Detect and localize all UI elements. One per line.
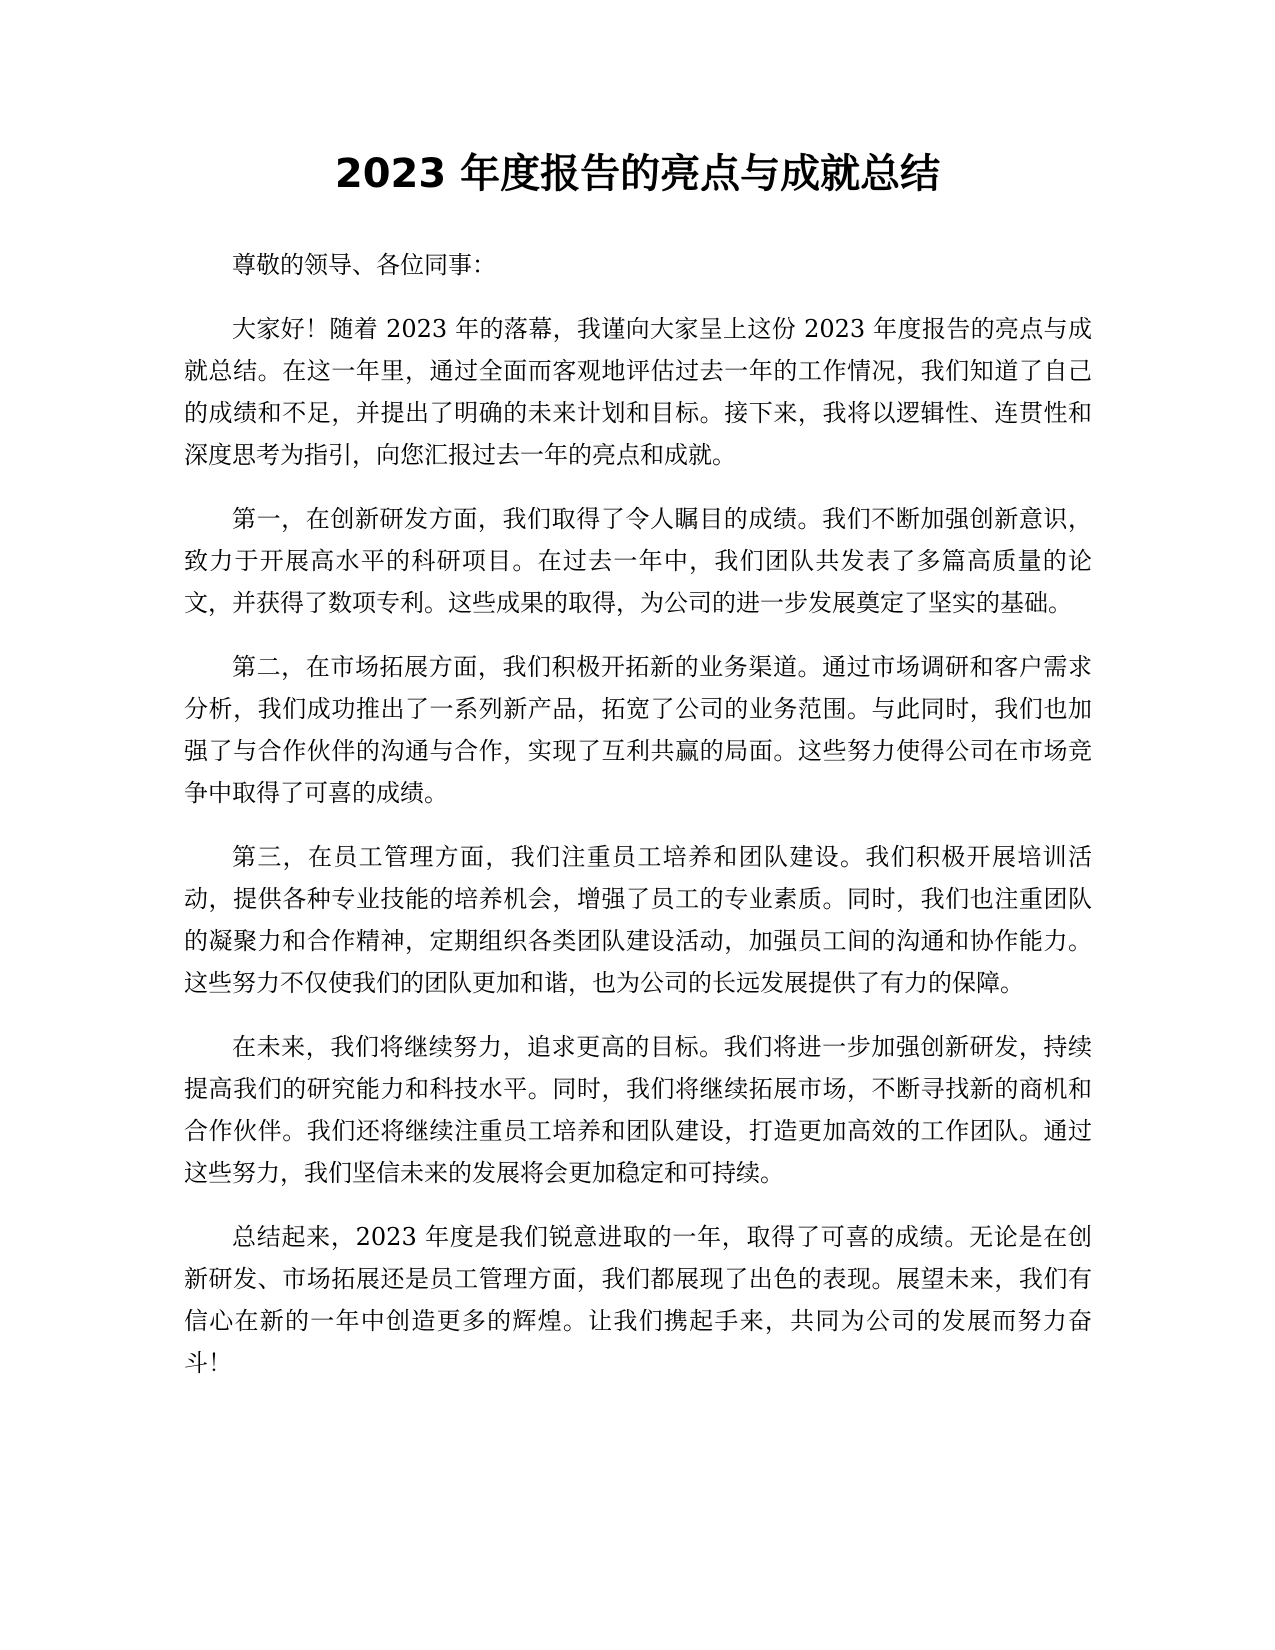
paragraph-future: 在未来，我们将继续努力，追求更高的目标。我们将进一步加强创新研发，持续提高我们的研究能力和科技水平。同时，我们将继续拓展市场，不断寻找新的商机和合作伙伴。我们还将继续注重员工培养和团队建设，打造更加高效的工作团队。通过这些努力，我们坚信未来的发展将会更加稳定和可持续。 (184, 1033, 1092, 1187)
salutation: 尊敬的领导、各位同事： (232, 251, 496, 279)
paragraph-intro: 大家好！随着 2023 年的落幕，我谨向大家呈上这份 2023 年度报告的亮点与成就总结。在这一年里，通过全面而客观地评估过去一年的工作情况，我们知道了自己的成绩和不足，并提出了明确的未来计划和目标。接下来，我将以逻辑性、连贯性和深度思考为指引，向您汇报过去一年的亮点和成就。 (184, 315, 1092, 469)
paragraph-staff: 第三，在员工管理方面，我们注重员工培养和团队建设。我们积极开展培训活动，提供各种专业技能的培养机会，增强了员工的专业素质。同时，我们也注重团队的凝聚力和合作精神，定期组织各类团队建设活动，加强员工间的沟通和协作能力。这些努力不仅使我们的团队更加和谐，也为公司的长远发展提供了有力的保障。 (184, 843, 1092, 997)
paragraph-innovation: 第一，在创新研发方面，我们取得了令人瞩目的成绩。我们不断加强创新意识，致力于开展高水平的科研项目。在过去一年中，我们团队共发表了多篇高质量的论文，并获得了数项专利。这些成果的取得，为公司的进一步发展奠定了坚实的基础。 (184, 505, 1092, 617)
document-body (184, 244, 1092, 1406)
paragraph-conclusion: 总结起来，2023 年度是我们锐意进取的一年，取得了可喜的成绩。无论是在创新研发、市场拓展还是员工管理方面，我们都展现了出色的表现。展望未来，我们有信心在新的一年中创造更多的辉煌。让我们携起手来，共同为公司的发展而努力奋斗！ (184, 1223, 1092, 1377)
document-title: 2023 年度报告的亮点与成就总结 (334, 151, 941, 197)
paragraph-market: 第二，在市场拓展方面，我们积极开拓新的业务渠道。通过市场调研和客户需求分析，我们成功推出了一系列新产品，拓宽了公司的业务范围。与此同时，我们也加强了与合作伙伴的沟通与合作，实现了互利共赢的局面。这些努力使得公司在市场竞争中取得了可喜的成绩。 (184, 653, 1092, 807)
